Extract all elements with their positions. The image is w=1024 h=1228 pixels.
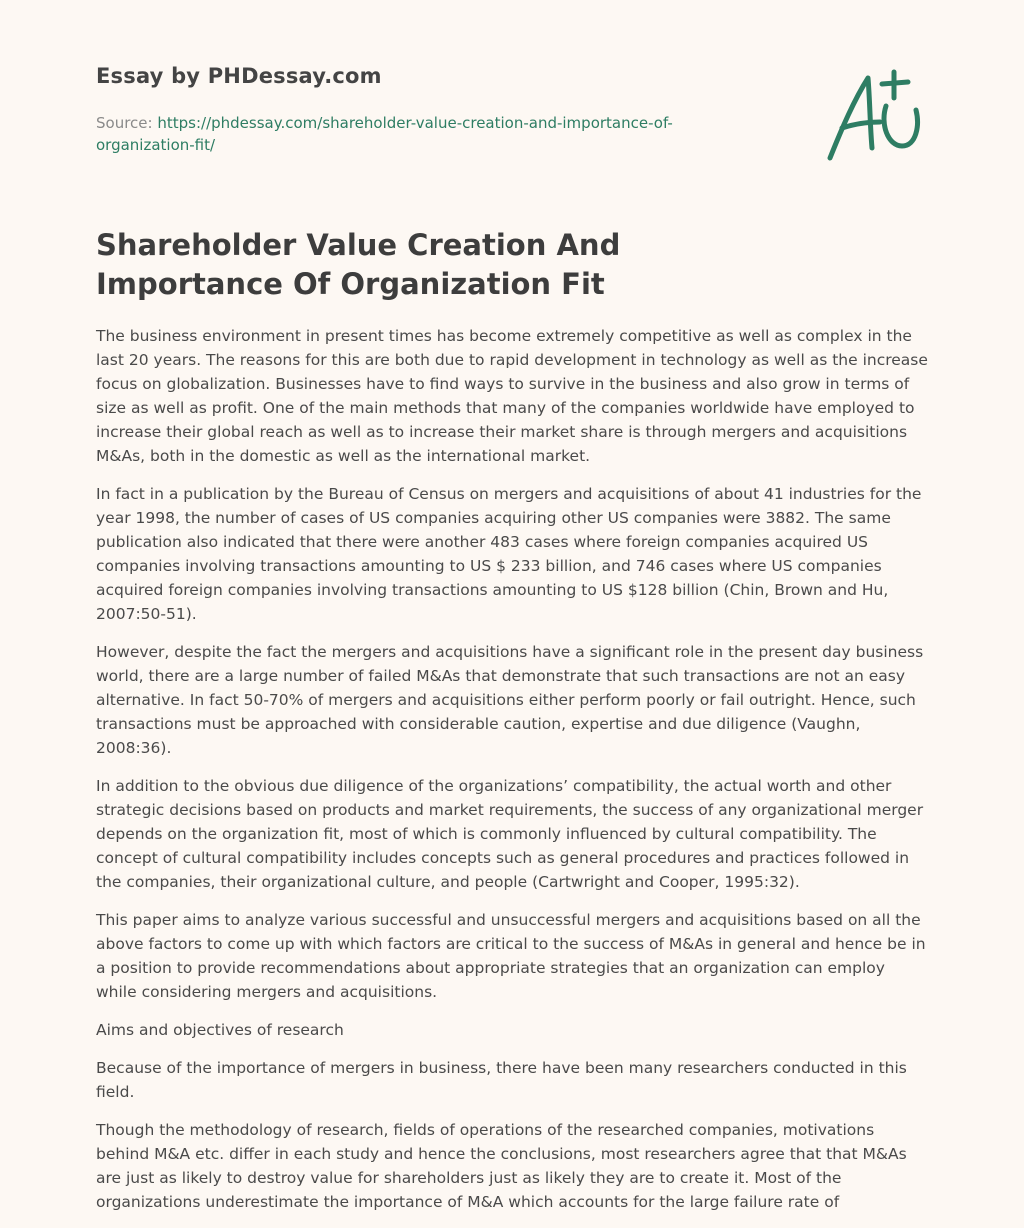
essay-title: Shareholder Value Creation And Importance Of Organization Fit bbox=[96, 228, 621, 301]
essay-paragraph: This paper aims to analyze various successful and unsuccessful mergers and acquisitions based on all the above factors to come up with which factors are critical to the success of M&As in general and hence be in a position to provide recommendations about appropriate strategies that an organization can employ while considering mergers and acquisitions. bbox=[96, 911, 926, 1001]
essay-paragraph: Though the methodology of research, fields of operations of the researched companies, motivations behind M&A etc. differ in each study and hence the conclusions, most researchers agree that that M&As are just as likely to destroy value for shareholders just as likely they are to create it. Most of the organizations underestimate the importance of M&A which accounts for the large failure rate of bbox=[96, 1121, 907, 1211]
source-line bbox=[96, 112, 716, 156]
a-plus-logo-icon bbox=[820, 66, 928, 166]
essay-paragraph: The business environment in present times has become extremely competitive as well as complex in the last 20 years. The reasons for this are both due to rapid development in technology as well as the increase focus on globalization. Businesses have to find ways to survive in the business and also grow in terms of size as well as profit. One of the main methods that many of the companies worldwide have employed to increase their global reach as well as to increase their market share is through mergers and acquisitions M&As, both in the domestic as well as the international market. bbox=[96, 327, 928, 465]
site-title: Essay by PHDessay.com bbox=[96, 64, 382, 88]
essay-paragraph: In addition to the obvious due diligence of the organizations’ compatibility, the actual worth and other strategic decisions based on products and market requirements, the success of any organizational merger depends on the organization fit, most of which is commonly influenced by cultural compatibility. The concept of cultural compatibility includes concepts such as general procedures and practices followed in the companies, their organizational culture, and people (Cartwright and Cooper, 1995:32). bbox=[96, 777, 924, 891]
source-link[interactable]: https://phdessay.com/shareholder-value-creation-and-importance-of-organization-fit/ bbox=[96, 114, 673, 154]
source-label: Source: bbox=[96, 114, 153, 132]
essay-body bbox=[96, 324, 930, 1228]
essay-paragraph: However, despite the fact the mergers and acquisitions have a significant role in the present day business world, there are a large number of failed M&As that demonstrate that such transactions are not an easy alternative. In fact 50-70% of mergers and acquisitions either perform poorly or fail outright. Hence, such transactions must be approached with considerable caution, expertise and due diligence (Vaughn, 2008:36). bbox=[96, 643, 924, 757]
section-heading: Aims and objectives of research bbox=[96, 1021, 344, 1039]
essay-paragraph: In fact in a publication by the Bureau of Census on mergers and acquisitions of about 41 industries for the year 1998, the number of cases of US companies acquiring other US companies were 3882. The same publication also indicated that there were another 483 cases where foreign companies acquired US companies involving transactions amounting to US $ 233 billion, and 746 cases where US companies acquired foreign companies involving transactions amounting to US $128 billion (Chin, Brown and Hu, 2007:50-51). bbox=[96, 485, 922, 623]
essay-paragraph: Because of the importance of mergers in business, there have been many researchers conducted in this field. bbox=[96, 1059, 907, 1101]
